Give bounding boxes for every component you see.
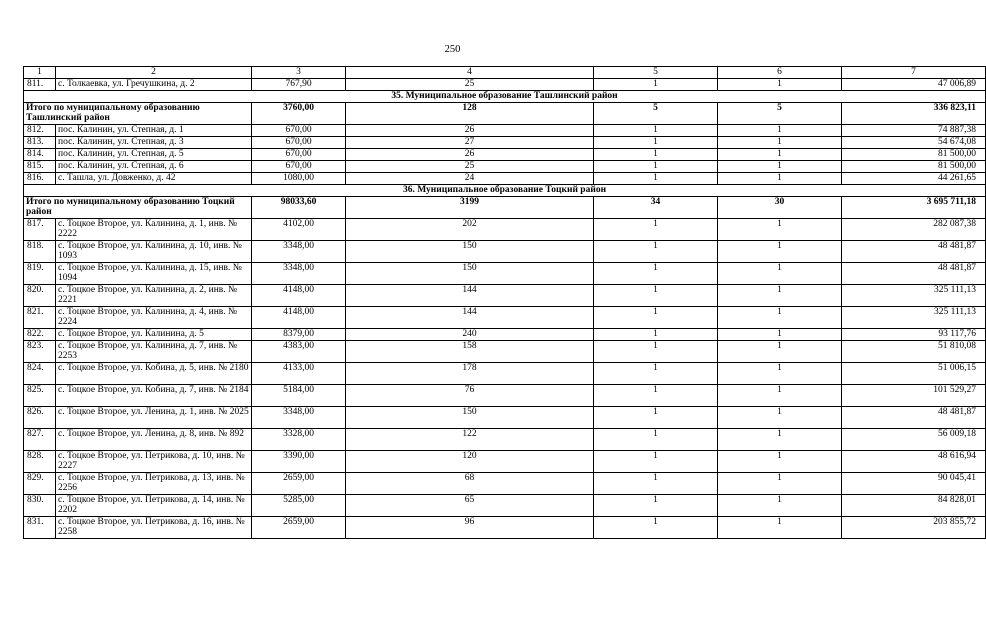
houses-cell: 1 bbox=[594, 219, 718, 241]
count-cell: 25 bbox=[346, 79, 594, 91]
header-cell: 1 bbox=[24, 67, 56, 79]
table-row bbox=[24, 137, 986, 149]
row-number: 827. bbox=[24, 429, 56, 451]
amount-cell: 56 009,18 bbox=[842, 429, 986, 451]
area-cell: 3760,00 bbox=[252, 103, 346, 125]
amount-cell: 336 823,11 bbox=[842, 103, 986, 125]
row-number: 824. bbox=[24, 363, 56, 385]
amount-cell: 84 828,01 bbox=[842, 495, 986, 517]
units-cell: 1 bbox=[718, 149, 842, 161]
amount-cell: 3 695 711,18 bbox=[842, 197, 986, 219]
units-cell: 1 bbox=[718, 429, 842, 451]
houses-cell: 1 bbox=[594, 137, 718, 149]
address-cell: с. Тоцкое Второе, ул. Калинина, д. 1, инв. № 2222 bbox=[56, 219, 252, 241]
houses-cell: 1 bbox=[594, 385, 718, 407]
row-number: 830. bbox=[24, 495, 56, 517]
row-number: 817. bbox=[24, 219, 56, 241]
units-cell: 1 bbox=[718, 385, 842, 407]
row-number: 812. bbox=[24, 125, 56, 137]
amount-cell: 51 006,15 bbox=[842, 363, 986, 385]
area-cell: 3348,00 bbox=[252, 407, 346, 429]
amount-cell: 48 481,87 bbox=[842, 241, 986, 263]
table-row bbox=[24, 263, 986, 285]
amount-cell: 48 481,87 bbox=[842, 407, 986, 429]
count-cell: 178 bbox=[346, 363, 594, 385]
units-cell: 1 bbox=[718, 285, 842, 307]
address-cell: с. Тоцкое Второе, ул. Петрикова, д. 10, инв. № 2227 bbox=[56, 451, 252, 473]
amount-cell: 48 481,87 bbox=[842, 263, 986, 285]
amount-cell: 325 111,13 bbox=[842, 307, 986, 329]
units-cell: 1 bbox=[718, 241, 842, 263]
address-cell: с. Тоцкое Второе, ул. Петрикова, д. 13, инв. № 2256 bbox=[56, 473, 252, 495]
units-cell: 5 bbox=[718, 103, 842, 125]
table-row bbox=[24, 495, 986, 517]
area-cell: 1080,00 bbox=[252, 173, 346, 185]
area-cell: 8379,00 bbox=[252, 329, 346, 341]
row-number: 813. bbox=[24, 137, 56, 149]
total-label: Итого по муниципальному образованию Тоцкий район bbox=[24, 197, 252, 219]
address-cell: с. Тоцкое Второе, ул. Кобина, д. 7, инв. № 2184 bbox=[56, 385, 252, 407]
address-cell: с. Тоцкое Второе, ул. Ленина, д. 1, инв. № 2025 bbox=[56, 407, 252, 429]
table-row bbox=[24, 149, 986, 161]
houses-cell: 34 bbox=[594, 197, 718, 219]
address-cell: с. Тоцкое Второе, ул. Калинина, д. 2, инв. № 2221 bbox=[56, 285, 252, 307]
section-heading-row bbox=[24, 91, 986, 103]
houses-cell: 1 bbox=[594, 517, 718, 539]
area-cell: 3390,00 bbox=[252, 451, 346, 473]
header-cell: 5 bbox=[594, 67, 718, 79]
total-row bbox=[24, 197, 986, 219]
area-cell: 3328,00 bbox=[252, 429, 346, 451]
units-cell: 1 bbox=[718, 125, 842, 137]
area-cell: 670,00 bbox=[252, 137, 346, 149]
row-number: 831. bbox=[24, 517, 56, 539]
address-cell: с. Тоцкое Второе, ул. Кобина, д. 5, инв. № 2180 bbox=[56, 363, 252, 385]
address-cell: с. Тоцкое Второе, ул. Петрикова, д. 16, инв. № 2258 bbox=[56, 517, 252, 539]
amount-cell: 51 810,08 bbox=[842, 341, 986, 363]
address-cell: с. Тоцкое Второе, ул. Калинина, д. 4, инв. № 2224 bbox=[56, 307, 252, 329]
amount-cell: 44 261,65 bbox=[842, 173, 986, 185]
units-cell: 1 bbox=[718, 219, 842, 241]
count-cell: 128 bbox=[346, 103, 594, 125]
units-cell: 1 bbox=[718, 161, 842, 173]
header-cell: 7 bbox=[842, 67, 986, 79]
address-cell: с. Тоцкое Второе, ул. Калинина, д. 15, инв. № 1094 bbox=[56, 263, 252, 285]
area-cell: 2659,00 bbox=[252, 473, 346, 495]
area-cell: 670,00 bbox=[252, 149, 346, 161]
houses-cell: 1 bbox=[594, 173, 718, 185]
count-cell: 76 bbox=[346, 385, 594, 407]
property-table bbox=[23, 66, 986, 539]
table-row bbox=[24, 307, 986, 329]
row-number: 818. bbox=[24, 241, 56, 263]
address-cell: с. Тоцкое Второе, ул. Калинина, д. 10, инв. № 1093 bbox=[56, 241, 252, 263]
units-cell: 30 bbox=[718, 197, 842, 219]
table-row bbox=[24, 161, 986, 173]
houses-cell: 5 bbox=[594, 103, 718, 125]
count-cell: 158 bbox=[346, 341, 594, 363]
table-row bbox=[24, 329, 986, 341]
amount-cell: 282 087,38 bbox=[842, 219, 986, 241]
area-cell: 3348,00 bbox=[252, 241, 346, 263]
area-cell: 5285,00 bbox=[252, 495, 346, 517]
houses-cell: 1 bbox=[594, 473, 718, 495]
address-cell: пос. Калинин, ул. Степная, д. 6 bbox=[56, 161, 252, 173]
houses-cell: 1 bbox=[594, 341, 718, 363]
column-number-header bbox=[24, 67, 986, 79]
units-cell: 1 bbox=[718, 407, 842, 429]
area-cell: 4133,00 bbox=[252, 363, 346, 385]
houses-cell: 1 bbox=[594, 307, 718, 329]
header-cell: 4 bbox=[346, 67, 594, 79]
table-row bbox=[24, 241, 986, 263]
row-number: 826. bbox=[24, 407, 56, 429]
row-number: 829. bbox=[24, 473, 56, 495]
row-number: 819. bbox=[24, 263, 56, 285]
count-cell: 240 bbox=[346, 329, 594, 341]
amount-cell: 81 500,00 bbox=[842, 161, 986, 173]
units-cell: 1 bbox=[718, 79, 842, 91]
row-number: 820. bbox=[24, 285, 56, 307]
table-body bbox=[24, 67, 986, 539]
amount-cell: 81 500,00 bbox=[842, 149, 986, 161]
amount-cell: 325 111,13 bbox=[842, 285, 986, 307]
count-cell: 120 bbox=[346, 451, 594, 473]
units-cell: 1 bbox=[718, 307, 842, 329]
area-cell: 4148,00 bbox=[252, 307, 346, 329]
area-cell: 670,00 bbox=[252, 125, 346, 137]
table-row bbox=[24, 451, 986, 473]
row-number: 828. bbox=[24, 451, 56, 473]
count-cell: 150 bbox=[346, 241, 594, 263]
units-cell: 1 bbox=[718, 329, 842, 341]
count-cell: 122 bbox=[346, 429, 594, 451]
amount-cell: 47 006,89 bbox=[842, 79, 986, 91]
amount-cell: 203 855,72 bbox=[842, 517, 986, 539]
houses-cell: 1 bbox=[594, 241, 718, 263]
table-row bbox=[24, 407, 986, 429]
page-number: 250 bbox=[444, 44, 461, 55]
count-cell: 144 bbox=[346, 285, 594, 307]
total-label: Итого по муниципальному образованию Ташлинский район bbox=[24, 103, 252, 125]
table-row bbox=[24, 79, 986, 91]
table-row bbox=[24, 385, 986, 407]
area-cell: 670,00 bbox=[252, 161, 346, 173]
units-cell: 1 bbox=[718, 363, 842, 385]
count-cell: 202 bbox=[346, 219, 594, 241]
address-cell: с. Тоцкое Второе, ул. Калинина, д. 5 bbox=[56, 329, 252, 341]
row-number: 816. bbox=[24, 173, 56, 185]
table-row bbox=[24, 429, 986, 451]
count-cell: 96 bbox=[346, 517, 594, 539]
section-title: 36. Муниципальное образование Тоцкий район bbox=[24, 185, 986, 197]
area-cell: 4148,00 bbox=[252, 285, 346, 307]
address-cell: пос. Калинин, ул. Степная, д. 5 bbox=[56, 149, 252, 161]
count-cell: 26 bbox=[346, 125, 594, 137]
count-cell: 68 bbox=[346, 473, 594, 495]
amount-cell: 74 887,38 bbox=[842, 125, 986, 137]
units-cell: 1 bbox=[718, 173, 842, 185]
count-cell: 3199 bbox=[346, 197, 594, 219]
houses-cell: 1 bbox=[594, 149, 718, 161]
count-cell: 24 bbox=[346, 173, 594, 185]
count-cell: 25 bbox=[346, 161, 594, 173]
area-cell: 767,90 bbox=[252, 79, 346, 91]
houses-cell: 1 bbox=[594, 495, 718, 517]
table-row bbox=[24, 341, 986, 363]
amount-cell: 54 674,08 bbox=[842, 137, 986, 149]
area-cell: 98033,60 bbox=[252, 197, 346, 219]
area-cell: 5184,00 bbox=[252, 385, 346, 407]
count-cell: 144 bbox=[346, 307, 594, 329]
area-cell: 4383,00 bbox=[252, 341, 346, 363]
section-title: 35. Муниципальное образование Ташлинский район bbox=[24, 91, 986, 103]
table-row bbox=[24, 517, 986, 539]
houses-cell: 1 bbox=[594, 285, 718, 307]
houses-cell: 1 bbox=[594, 263, 718, 285]
units-cell: 1 bbox=[718, 341, 842, 363]
address-cell: с. Толкаевка, ул. Гречушкина, д. 2 bbox=[56, 79, 252, 91]
count-cell: 65 bbox=[346, 495, 594, 517]
header-cell: 3 bbox=[252, 67, 346, 79]
table-row bbox=[24, 125, 986, 137]
houses-cell: 1 bbox=[594, 407, 718, 429]
houses-cell: 1 bbox=[594, 79, 718, 91]
units-cell: 1 bbox=[718, 495, 842, 517]
address-cell: с. Тоцкое Второе, ул. Ленина, д. 8, инв. № 892 bbox=[56, 429, 252, 451]
address-cell: с. Тоцкое Второе, ул. Калинина, д. 7, инв. № 2253 bbox=[56, 341, 252, 363]
table-row bbox=[24, 285, 986, 307]
row-number: 823. bbox=[24, 341, 56, 363]
row-number: 815. bbox=[24, 161, 56, 173]
header-cell: 2 bbox=[56, 67, 252, 79]
amount-cell: 101 529,27 bbox=[842, 385, 986, 407]
houses-cell: 1 bbox=[594, 451, 718, 473]
units-cell: 1 bbox=[718, 473, 842, 495]
row-number: 811. bbox=[24, 79, 56, 91]
houses-cell: 1 bbox=[594, 429, 718, 451]
row-number: 821. bbox=[24, 307, 56, 329]
address-cell: пос. Калинин, ул. Степная, д. 3 bbox=[56, 137, 252, 149]
area-cell: 3348,00 bbox=[252, 263, 346, 285]
count-cell: 26 bbox=[346, 149, 594, 161]
address-cell: пос. Калинин, ул. Степная, д. 1 bbox=[56, 125, 252, 137]
amount-cell: 90 045,41 bbox=[842, 473, 986, 495]
area-cell: 4102,00 bbox=[252, 219, 346, 241]
count-cell: 27 bbox=[346, 137, 594, 149]
table-row bbox=[24, 363, 986, 385]
houses-cell: 1 bbox=[594, 329, 718, 341]
row-number: 814. bbox=[24, 149, 56, 161]
table-row bbox=[24, 173, 986, 185]
total-row bbox=[24, 103, 986, 125]
units-cell: 1 bbox=[718, 137, 842, 149]
houses-cell: 1 bbox=[594, 161, 718, 173]
row-number: 822. bbox=[24, 329, 56, 341]
houses-cell: 1 bbox=[594, 363, 718, 385]
houses-cell: 1 bbox=[594, 125, 718, 137]
count-cell: 150 bbox=[346, 407, 594, 429]
header-cell: 6 bbox=[718, 67, 842, 79]
area-cell: 2659,00 bbox=[252, 517, 346, 539]
amount-cell: 48 616,94 bbox=[842, 451, 986, 473]
row-number: 825. bbox=[24, 385, 56, 407]
units-cell: 1 bbox=[718, 517, 842, 539]
address-cell: с. Ташла, ул. Довженко, д. 42 bbox=[56, 173, 252, 185]
table-row bbox=[24, 219, 986, 241]
units-cell: 1 bbox=[718, 451, 842, 473]
units-cell: 1 bbox=[718, 263, 842, 285]
count-cell: 150 bbox=[346, 263, 594, 285]
table-row bbox=[24, 473, 986, 495]
section-heading-row bbox=[24, 185, 986, 197]
address-cell: с. Тоцкое Второе, ул. Петрикова, д. 14, инв. № 2202 bbox=[56, 495, 252, 517]
amount-cell: 93 117,76 bbox=[842, 329, 986, 341]
